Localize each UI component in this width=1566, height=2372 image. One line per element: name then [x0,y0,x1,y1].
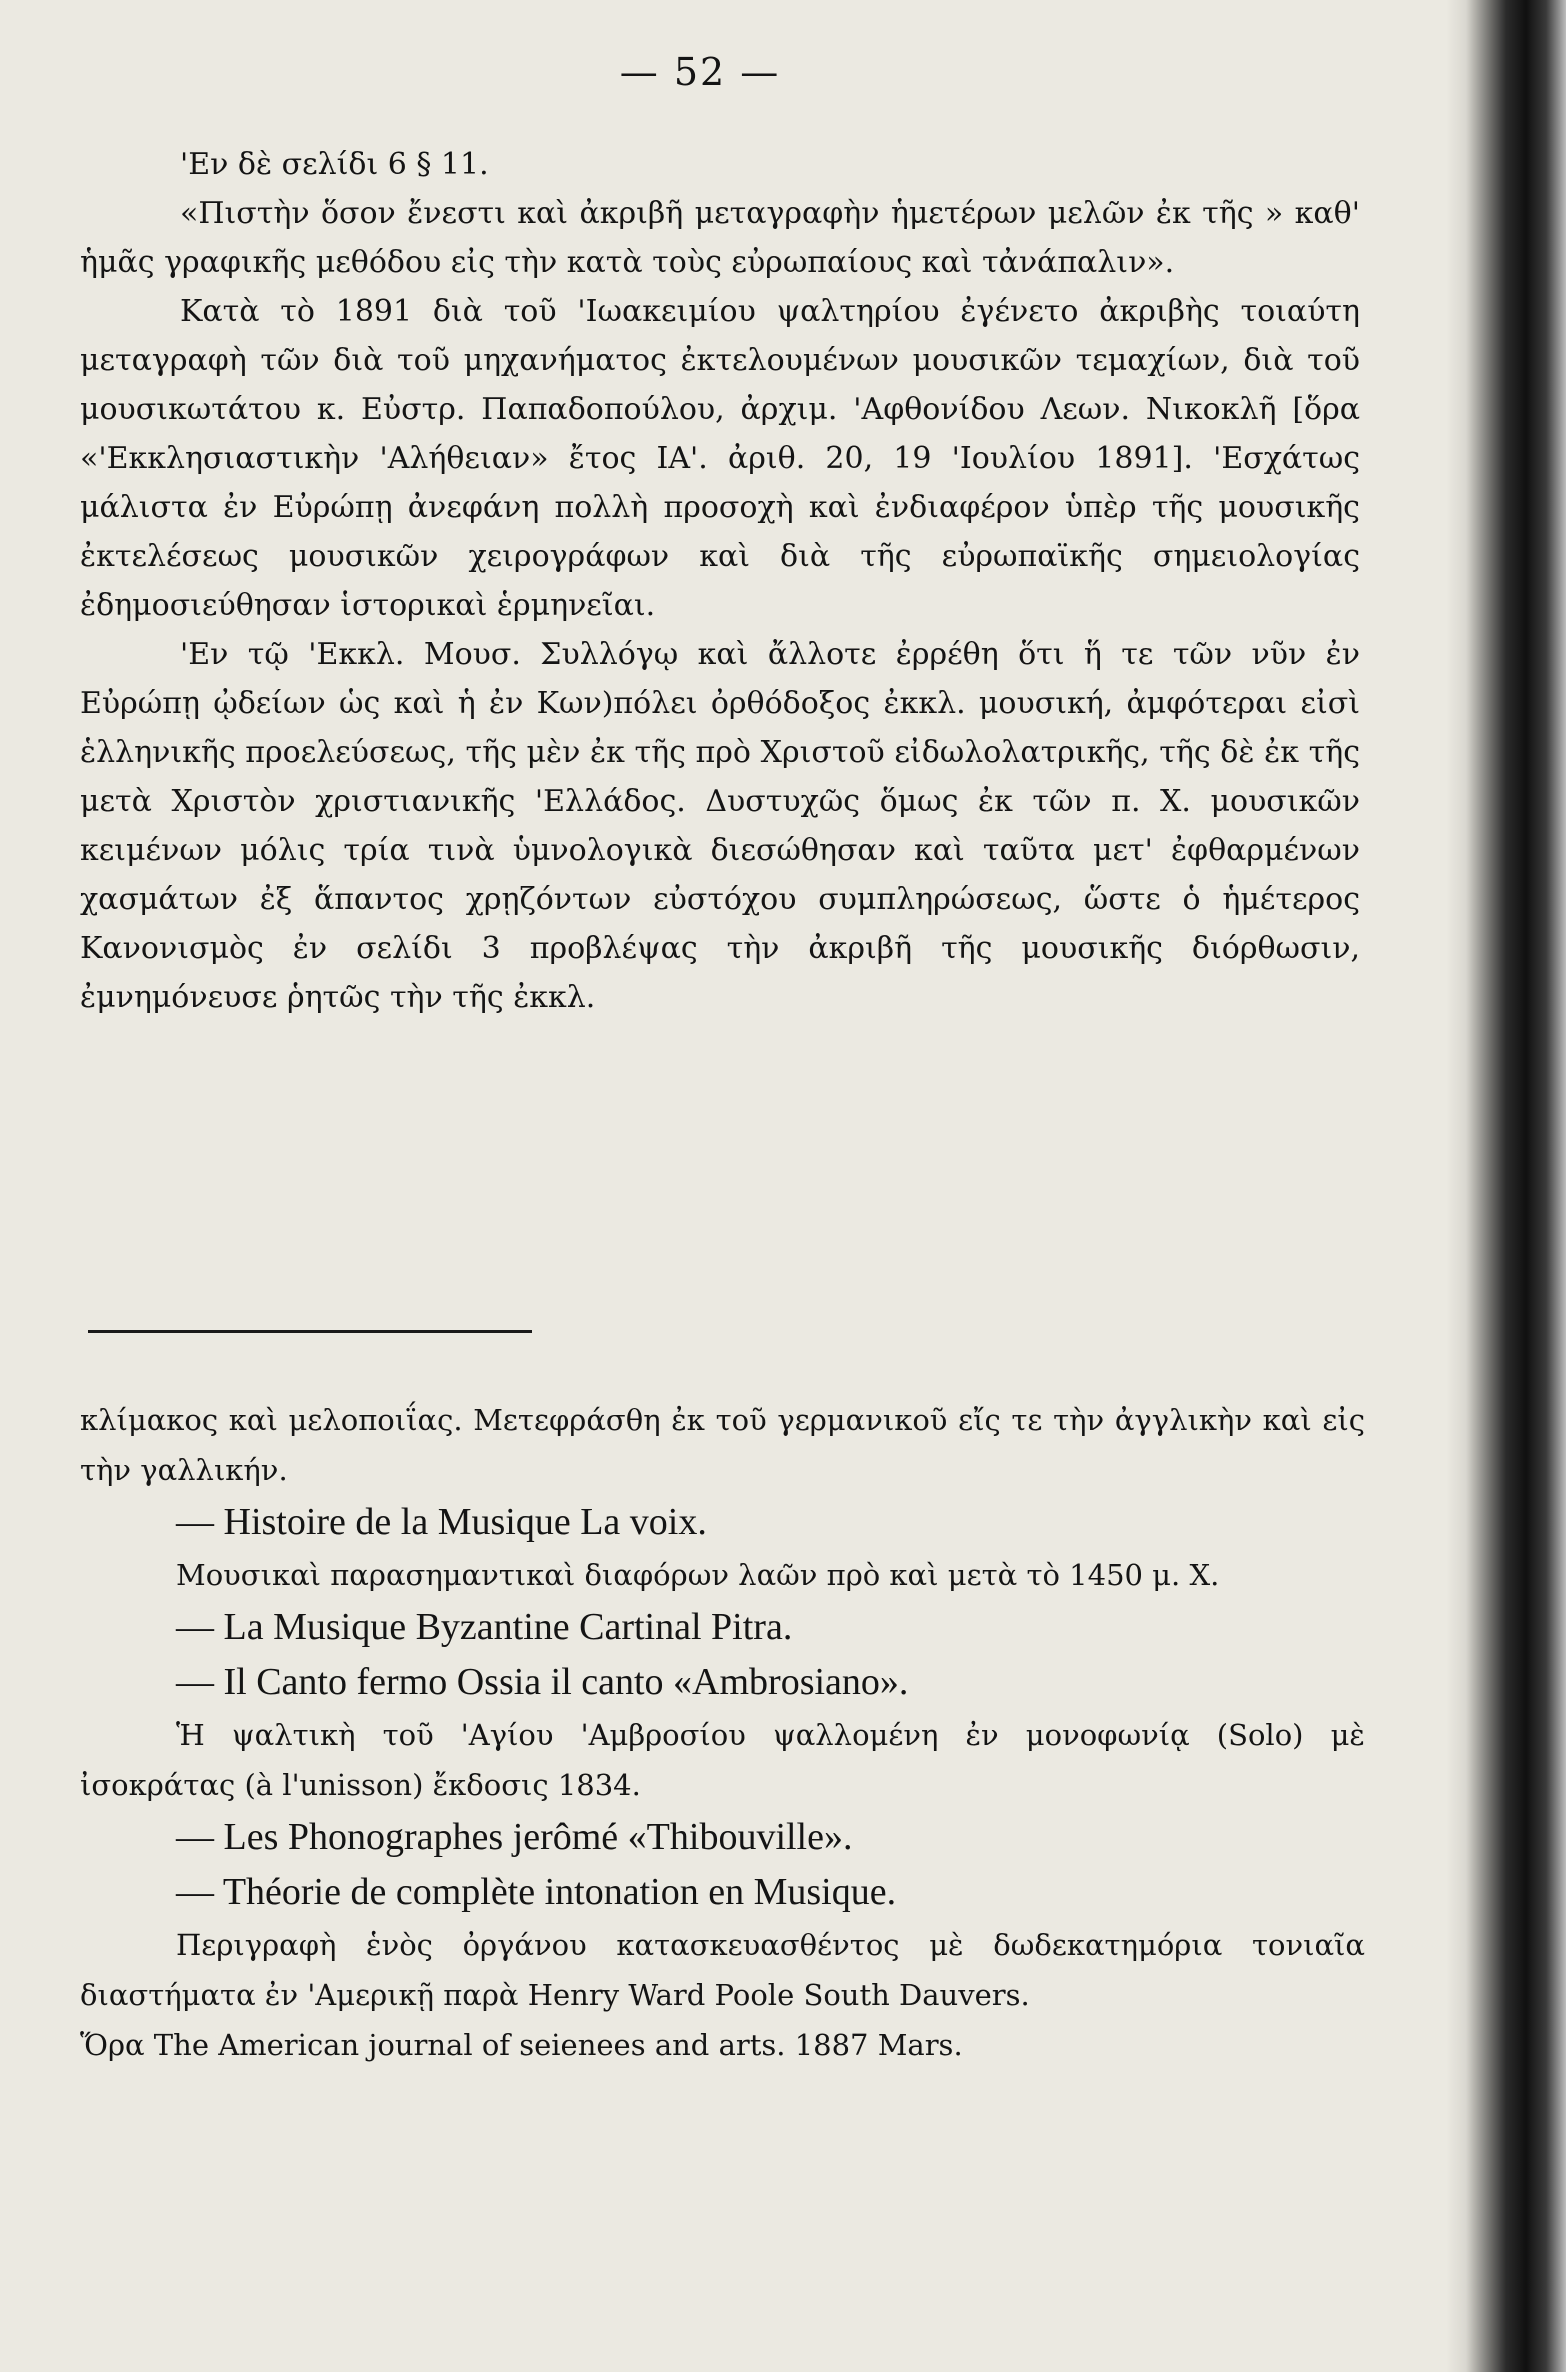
footnote-line: — Il Canto fermo Ossia il canto «Ambrosiano». [176,1661,909,1703]
footnote-line: — Les Phonographes jerômé «Thibouville». [176,1816,853,1858]
paragraph: Κατὰ τὸ 1891 διὰ τοῦ 'Ιωακειμίου ψαλτηρίου ἐγένετο ἀκριβὴς τοιαύτη μεταγραφὴ τῶν διὰ τοῦ μηχανήματος ἐκτελουμένων μουσικῶν τεμαχίων, διὰ τοῦ μουσικωτάτου κ. Εὐστρ. Παπαδοπούλου, ἀρχιμ. 'Αφθονίδου Λεων. Νικοκλῆ [ὅρα «'Εκκλησιαστικὴν 'Αλήθειαν» ἔτος ΙΑ'. ἀριθ. 20, 19 'Ιουλίου 1891]. 'Εσχάτως μάλιστα ἐν Εὐρώπῃ ἀνεφάνη πολλὴ προσοχὴ καὶ ἐνδιαφέρον ὑπὲρ τῆς μουσικῆς ἐκτελέσεως μουσικῶν χειρογράφων καὶ διὰ τῆς εὐρωπαϊκῆς σημειολογίας ἐδημοσιεύθησαν ἱστορικαὶ ἑρμηνεῖαι. [80,294,1360,623]
footnote-line: Μουσικαὶ παρασημαντικαὶ διαφόρων λαῶν πρὸ καὶ μετὰ τὸ 1450 μ. Χ. [176,1558,1220,1592]
footnotes [80,1395,1365,2070]
footnote-divider [88,1330,532,1333]
footnote-line: — Histoire de la Musique La voix. [176,1501,707,1543]
paragraph: 'Εν δὲ σελίδι 6 § 11. [180,147,489,182]
footnote-line: Περιγραφὴ ἑνὸς ὀργάνου κατασκευασθέντος μὲ δωδεκατημόρια τονιαῖα διαστήματα ἐν 'Αμερικῇ παρὰ Henry Ward Poole South Dauvers. [80,1928,1365,2012]
paragraph: 'Εν τῷ 'Εκκλ. Μουσ. Συλλόγῳ καὶ ἄλλοτε ἐρρέθη ὅτι ἥ τε τῶν νῦν ἐν Εὐρώπῃ ᾠδείων ὡς καὶ ἡ ἐν Κων)πόλει ὀρθόδοξος ἐκκλ. μουσική, ἀμφότεραι εἰσὶ ἑλληνικῆς προελεύσεως, τῆς μὲν ἐκ τῆς πρὸ Χριστοῦ εἰδωλολατρικῆς, τῆς δὲ ἐκ τῆς μετὰ Χριστὸν χριστιανικῆς 'Ελλάδος. Δυστυχῶς ὅμως ἐκ τῶν π. Χ. μουσικῶν κειμένων μόλις τρία τινὰ ὑμνολογικὰ διεσώθησαν καὶ ταῦτα μετ' ἐφθαρμένων χασμάτων ἐξ ἅπαντος χρῃζόντων εὐστόχου συμπληρώσεως, ὥστε ὁ ἡμέτερος Κανονισμὸς ἐν σελίδι 3 προβλέψας τὴν ἀκριβῆ τῆς μουσικῆς διόρθωσιν, ἐμνημόνευσε ῥητῶς τὴν τῆς ἐκκλ. [80,637,1360,1015]
main-text [80,140,1360,1022]
paragraph: «Πιστὴν ὅσον ἔνεστι καὶ ἀκριβῆ μεταγραφὴν ἡμετέρων μελῶν ἐκ τῆς » καθ' ἡμᾶς γραφικῆς μεθόδου εἰς τὴν κατὰ τοὺς εὐρωπαίους καὶ τἀνάπαλιν». [80,196,1360,280]
book-spine-shadow [1446,0,1566,2372]
page-number: — 52 — [619,50,781,94]
footnote-line: Ὅρα The American journal of seienees and arts. 1887 Mars. [80,2028,963,2062]
footnote-line: Ἡ ψαλτικὴ τοῦ 'Αγίου 'Αμβροσίου ψαλλομένη ἐν μονοφωνίᾳ (Solo) μὲ ἰσοκράτας (à l'unisson) ἔκδοσις 1834. [80,1718,1365,1802]
footnote-line: — Théorie de complète intonation en Musique. [176,1871,897,1913]
footnote-line: κλίμακος καὶ μελοποιΐας. Μετεφράσθη ἐκ τοῦ γερμανικοῦ εἴς τε τὴν ἀγγλικὴν καὶ εἰς τὴν γαλλικήν. [80,1403,1365,1487]
footnote-line: — La Musique Byzantine Cartinal Pitra. [176,1606,793,1648]
